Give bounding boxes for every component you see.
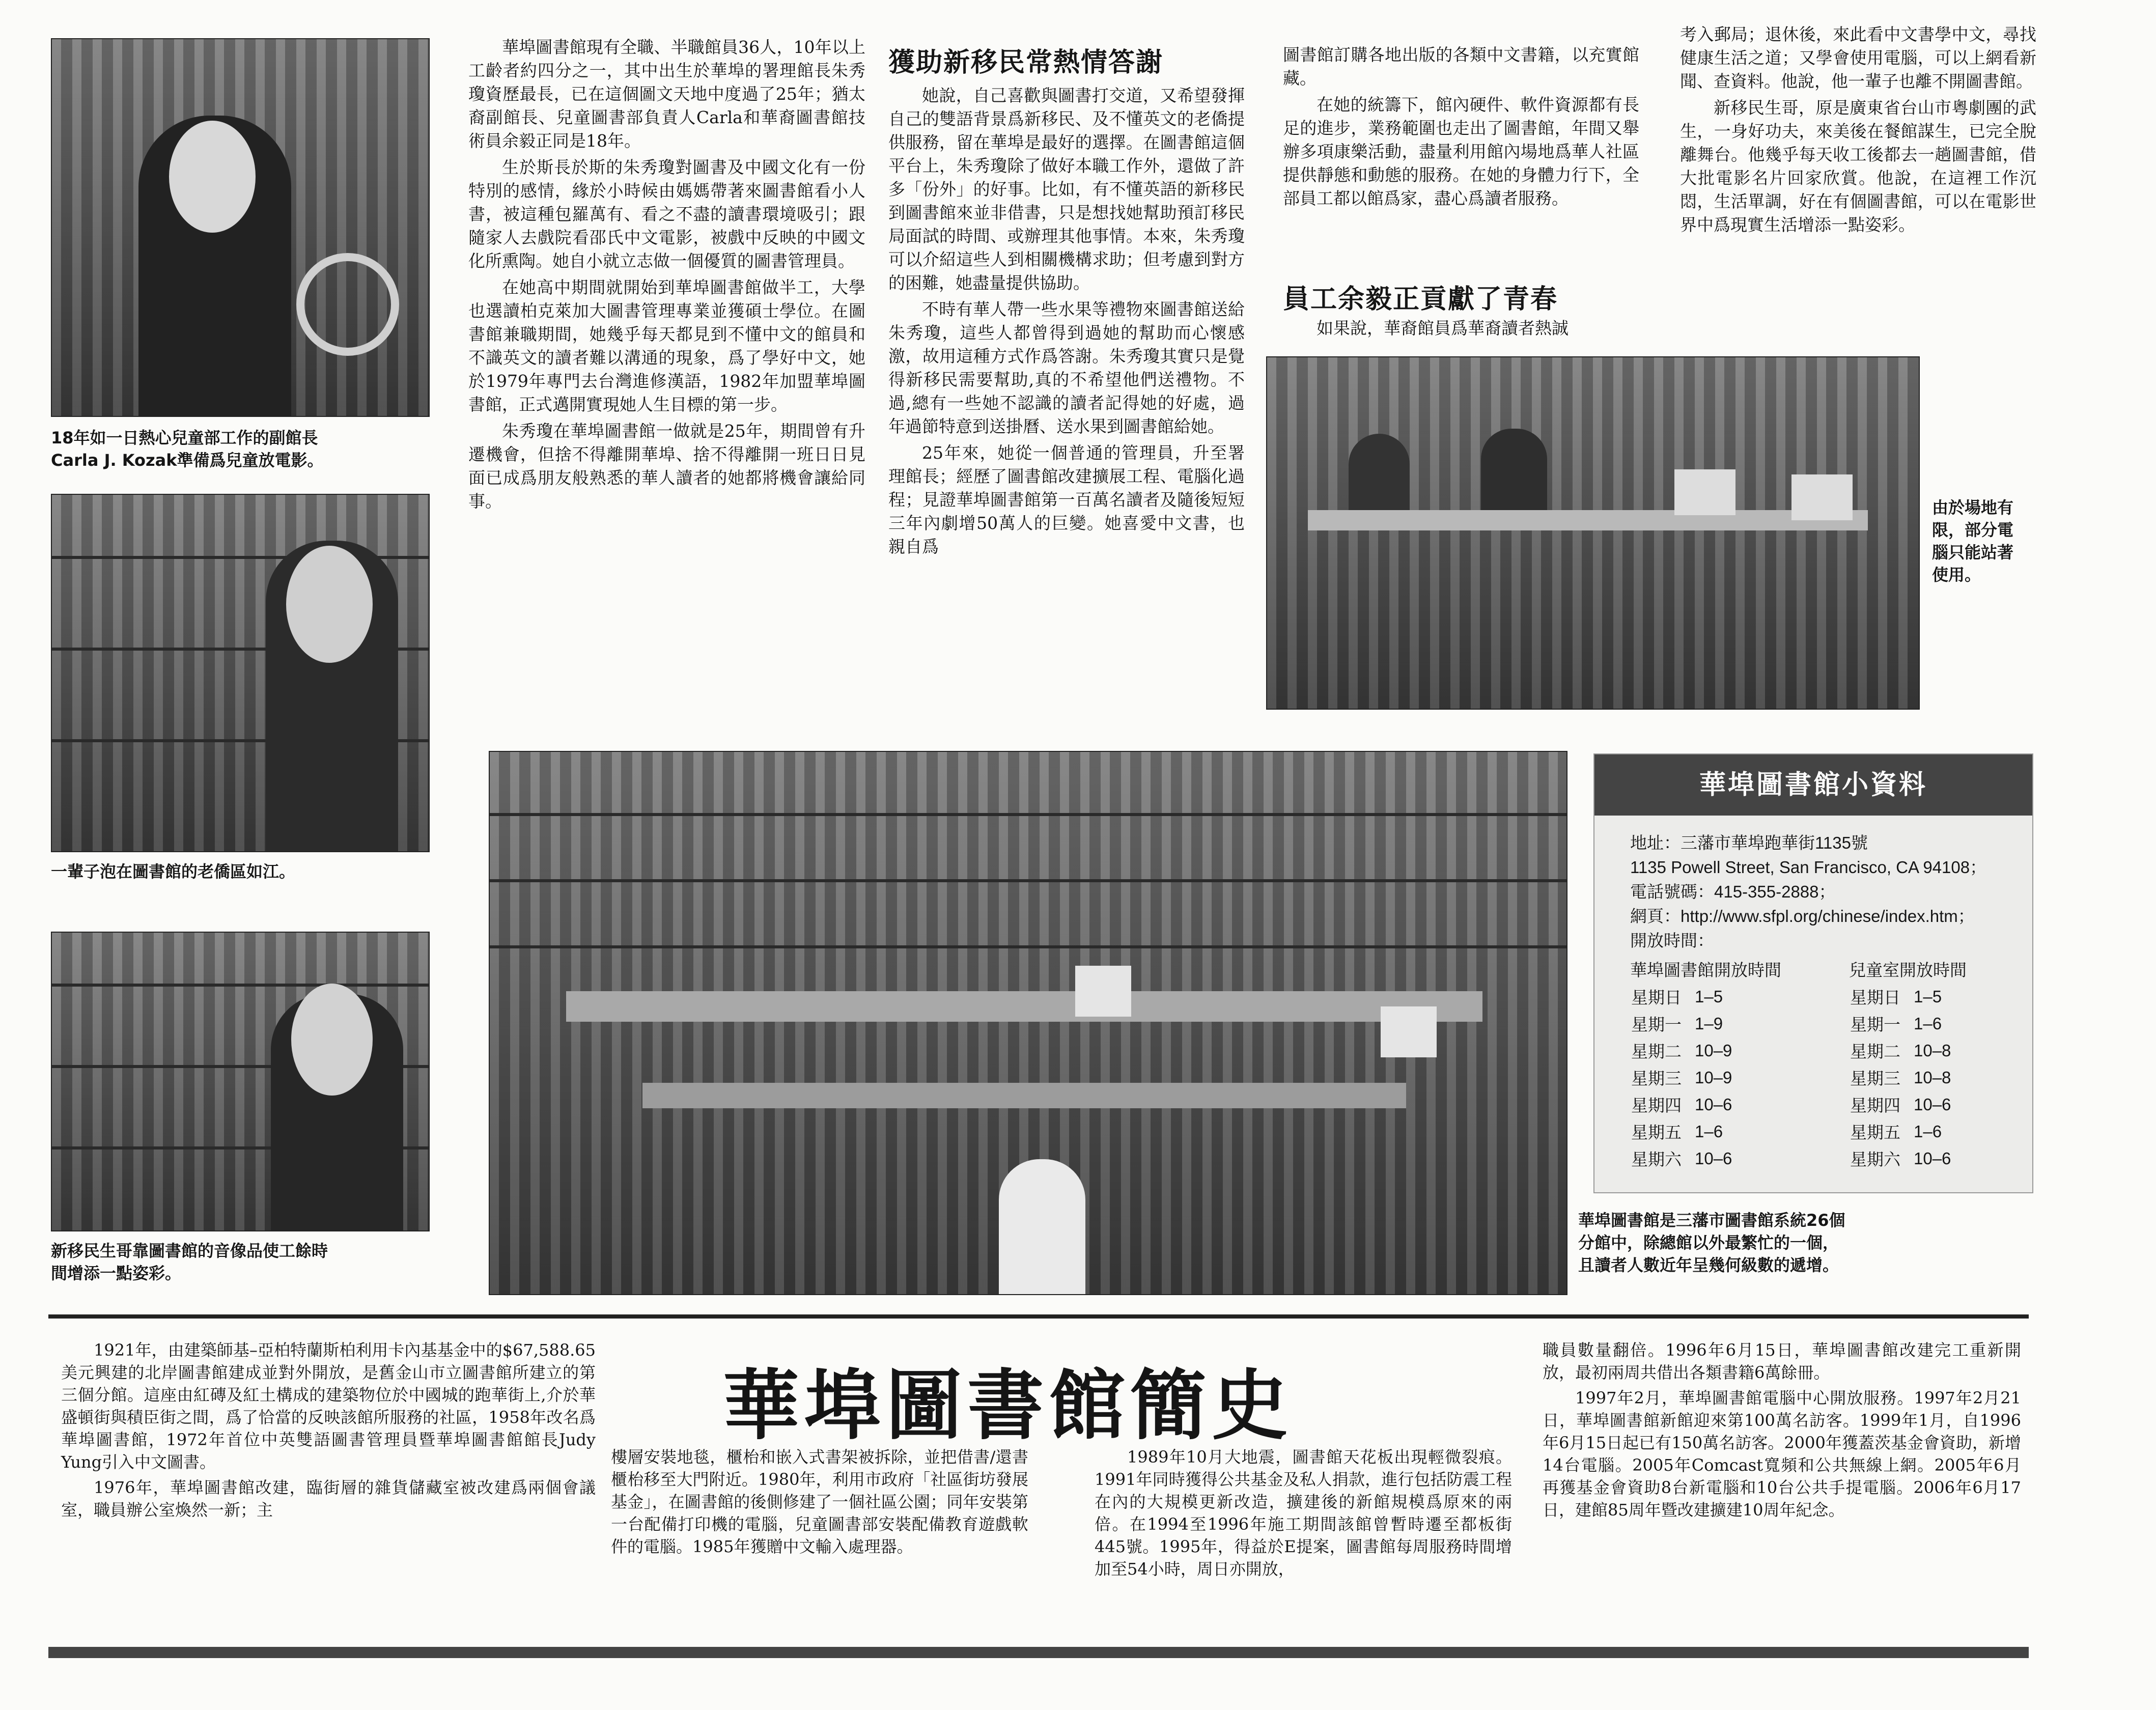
- paragraph: 生於斯長於斯的朱秀瓊對圖書及中國文化有一份特別的感情，緣於小時候由媽媽帶著來圖書館看小人書，被這種包羅萬有、看之不盡的讀書環境吸引；跟隨家人去戲院看邵氏中文電影，被戲中反映的中國文化所熏陶。她自小就立志做一個優質的圖書管理員。: [468, 157, 865, 271]
- paragraph: 樓層安裝地毯，櫃枱和嵌入式書架被拆除，並把借書/還書櫃枱移至大門附近。1980年，利用市政府「社區街坊發展基金」，在圖書館的後側修建了一個社區公園；同年安裝第一台配備打印機的電腦，兒童圖書部安裝配備教育遊戲軟件的電腦。1985年獲贈中文輸入處理器。: [611, 1447, 1028, 1556]
- paragraph: 在她高中期間就開始到華埠圖書館做半工，大學也選讀柏克萊加大圖書管理專業並獲碩士學位。在圖書館兼職期間，她幾乎每天都見到不懂中文的館員和不識英文的讀者難以溝通的現象，爲了學好中文，她於1979年專門去台灣進修漢語，1982年加盟華埠圖書館，正式邁開實現她人生目標的第一步。: [468, 277, 865, 414]
- paragraph: 她說，自己喜歡與圖書打交道，又希望發揮自己的雙語背景爲新移民、及不懂英文的老僑提供服務，留在華埠是最好的選擇。在圖書館這個平台上，朱秀瓊除了做好本職工作外，還做了許多「份外」的好事。比如，有不懂英語的新移民到圖書館來並非借書，只是想找她幫助預訂移民局面試的時間、或辦理其他事情。本來，朱秀瓊可以介紹這些人到相關機構求助；但考慮到對方的困難，她盡量提供協助。: [888, 86, 1245, 293]
- paragraph: 在她的統籌下，館內硬件、軟件資源都有長足的進步，業務範圍也走出了圖書館，年間又舉辦多項康樂活動，盡量利用館內場地爲華人社區提供靜態和動態的服務。在她的身體力行下，全部員工都以館爲家，盡心爲讀者服務。: [1283, 95, 1639, 208]
- paragraph: 新移民生哥，原是廣東省台山市粵劇團的武生，一身好功夫，來美後在餐館謀生，已完全脫離舞台。他幾乎每天收工後都去一趟圖書館，借大批電影名片回家欣賞。他說，在這裡工作沉悶，生活單調，好在有個圖書館，可以在電影世界中爲現實生活增添一點姿彩。: [1680, 98, 2036, 235]
- paragraph: 不時有華人帶一些水果等禮物來圖書館送給朱秀瓊，這些人都曾得到過她的幫助而心懷感激，故用這種方式作爲答謝。朱秀瓊其實只是覺得新移民需要幫助,真的不希望他們送禮物。不過,總有一些她不認識的讀者記得她的好處，過年過節特意到送掛曆、送水果到圖書館給她。: [888, 299, 1245, 436]
- photo-new-immigrant: [51, 932, 430, 1231]
- table-row: 星期五 1–6: [1631, 1122, 1723, 1142]
- table-row: 星期六 10–6: [1631, 1148, 1732, 1169]
- photo-carla-projector: [51, 38, 430, 417]
- caption-library-interior: 華埠圖書館是三藩市圖書館系統26個 分館中，除總館以外最繁忙的一個， 且讀者人數近年呈幾何級數的遞增。: [1578, 1211, 1845, 1275]
- photo-computer-area: [1266, 356, 1920, 710]
- table-row: 星期三 10–8: [1850, 1068, 1951, 1088]
- kids-hours-header: 兒童室開放時間: [1849, 961, 1967, 979]
- table-row: 星期日 1–5: [1631, 987, 1723, 1007]
- paragraph: 圖書館訂購各地出版的各類中文書籍，以充實館藏。: [1283, 45, 1639, 88]
- table-row: 星期二 10–9: [1631, 1041, 1732, 1061]
- table-row: 星期一 1–9: [1631, 1014, 1723, 1034]
- photo-elder-reader: [51, 494, 430, 852]
- paragraph: 25年來，她從一個普通的管理員，升至署理館長；經歷了圖書館改建擴展工程、電腦化過程；見證華埠圖書館第一百萬名讀者及隨後短短三年內劇增50萬人的巨變。她喜愛中文書，也親自爲: [888, 443, 1245, 556]
- paragraph: 考入郵局；退休後，來此看中文書學中文，尋找健康生活之道；又學會使用電腦，可以上網看新聞、查資料。他說，他一輩子也離不開圖書館。: [1680, 24, 2036, 91]
- library-hours-table: [1630, 983, 1745, 1172]
- table-row: 星期日 1–5: [1850, 987, 1942, 1007]
- table-row: 星期三 10–9: [1631, 1068, 1732, 1088]
- kids-hours-table: [1849, 983, 1964, 1172]
- info-web: 網頁：http://www.sfpl.org/chinese/index.htm；: [1630, 907, 1975, 926]
- paragraph: 1989年10月大地震，圖書館天花板出現輕微裂痕。1991年同時獲得公共基金及私人捐款，進行包括防震工程在內的大規模更新改造，擴建後的新館規模爲原來的兩倍。在1994至1996年施工期間該館曾暫時遷至都板街445號。1995年，得益於E提案，圖書館每周服務時間增加至54小時，周日亦開放，: [1095, 1447, 1512, 1579]
- table-row: 星期六 10–6: [1850, 1148, 1951, 1169]
- history-top-rule: [48, 1314, 2029, 1319]
- paragraph: 華埠圖書館現有全職、半職館員36人，10年以上工齡者約四分之一，其中出生於華埠的署理館長朱秀瓊資歷最長，已在這個圖文天地中度過了25年；猶太裔副館長、兒童圖書部負責人Carla和華裔圖書館技術員余毅正同是18年。: [468, 37, 865, 151]
- history-column-right: [1543, 1339, 2021, 1524]
- info-hours-label: 開放時間：: [1630, 931, 1714, 950]
- paragraph: 1997年2月，華埠圖書館電腦中心開放服務。1997年2月21日，華埠圖書館新館迎來第100萬名訪客。1999年1月，自1996年6月15日起已有150萬名訪客。2000年獲蓋茨基金會資助，新增14台電腦。2005年Comcast寬頻和公共無線上網。2005年6月再獲基金會資助8台新電腦和10台公共手提電腦。2006年6月17日，建館85周年暨改建擴建10周年紀念。: [1543, 1388, 2021, 1520]
- article-column-1: [468, 36, 865, 516]
- table-row: 星期二 10–8: [1850, 1041, 1951, 1061]
- article-column-4: [1680, 23, 2036, 240]
- history-title: 華埠圖書館簡史: [723, 1361, 1294, 1450]
- history-column-mid-1: [611, 1446, 1028, 1561]
- paragraph: 1921年，由建築師基–亞柏特蘭斯柏利用卡內基基金中的$67,588.65美元興建的北岸圖書館建成並對外開放，是舊金山市立圖書館所建立的第三個分館。這座由紅磚及紅土構成的建築物位於中國城的跑華街上,介於華盛頓街與積臣街之間，爲了恰當的反映該館所服務的社區，1958年改名爲華埠圖書館，1972年首位中英雙語圖書管理員暨華埠圖書館館長Judy Yung引入中文圖書。: [61, 1340, 596, 1472]
- article-column-3: [1283, 43, 1639, 213]
- paragraph: 朱秀瓊在華埠圖書館一做就是25年，期間曾有升遷機會，但捨不得離開華埠、捨不得離開一班日日見面已成爲朋友般熟悉的華人讀者的她都將機會讓給同事。: [468, 421, 865, 511]
- library-hours-header: 華埠圖書館開放時間: [1630, 961, 1781, 979]
- info-box-title: 華埠圖書館小資料: [1594, 754, 2032, 816]
- history-column-left: [61, 1339, 596, 1524]
- article-column-3b: [1283, 317, 1639, 343]
- paragraph: 職員數量翻倍。1996年6月15日，華埠圖書館改建完工重新開放，最初兩周共借出各類書籍6萬餘冊。: [1543, 1340, 2021, 1382]
- table-row: 星期四 10–6: [1631, 1095, 1732, 1115]
- table-row: 星期四 10–6: [1850, 1095, 1951, 1115]
- heading-staff-yu: 員工余毅正貢獻了青春: [1283, 284, 1558, 315]
- photo-library-interior: [489, 751, 1567, 1295]
- caption-carla: 18年如一日熱心兒童部工作的副館長 Carla J. Kozak準備爲兒童放電影。: [51, 428, 324, 470]
- caption-computer-area: 由於場地有 限，部分電 腦只能站著 使用。: [1932, 498, 2014, 584]
- history-bottom-rule: [48, 1647, 2029, 1658]
- info-phone: 電話號碼：415-355-2888；: [1630, 882, 1836, 901]
- info-address-en: 1135 Powell Street, San Francisco, CA 94108；: [1630, 858, 1987, 877]
- paragraph: 1976年，華埠圖書館改建，臨街層的雜貨儲藏室被改建爲兩個會議室，職員辦公室煥然一新；主: [61, 1478, 596, 1520]
- caption-new-immigrant: 新移民生哥靠圖書館的音像品使工餘時 間增添一點姿彩。: [51, 1241, 328, 1283]
- info-address: 地址：三藩市華埠跑華街1135號: [1630, 833, 1868, 852]
- history-column-mid-2: [1095, 1446, 1512, 1583]
- paragraph: 如果說，華裔館員爲華裔讀者熱誠: [1317, 318, 1569, 338]
- table-row: 星期五 1–6: [1850, 1122, 1942, 1142]
- caption-elder: 一輩子泡在圖書館的老僑區如江。: [51, 862, 296, 881]
- table-row: 星期一 1–6: [1850, 1014, 1942, 1034]
- heading-new-immigrants: 獲助新移民常熱情答謝: [888, 47, 1164, 78]
- library-info-box: [1593, 753, 2033, 1193]
- article-column-2: [888, 84, 1245, 562]
